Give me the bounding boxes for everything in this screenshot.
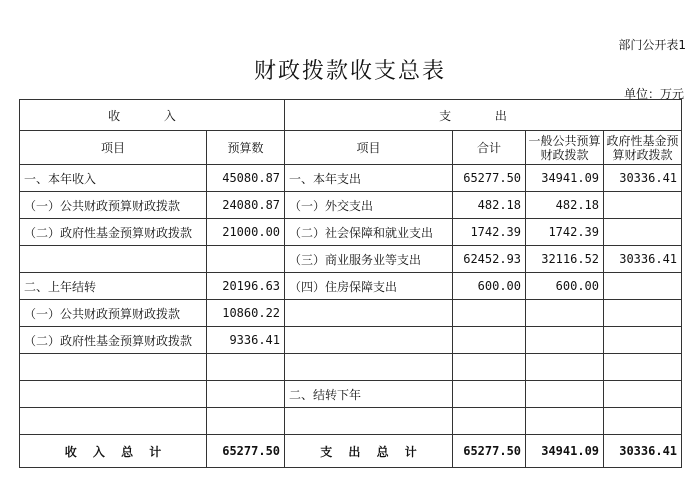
table-row <box>20 219 682 246</box>
expense-fund-cell <box>604 192 682 219</box>
income-amount-cell <box>207 381 285 408</box>
expense-total-cell: 1742.39 <box>453 219 526 246</box>
expense-fund-cell <box>604 381 682 408</box>
table-row <box>20 354 682 381</box>
income-item-cell: （一）公共财政预算财政拨款 <box>20 192 207 219</box>
expense-general-cell: 482.18 <box>526 192 604 219</box>
expense-item-cell: （二）社会保障和就业支出 <box>285 219 453 246</box>
header-budget: 预算数 <box>207 131 285 165</box>
section-income: 收 入 <box>20 100 285 131</box>
expense-item-cell <box>285 354 453 381</box>
header-expense-item: 项目 <box>285 131 453 165</box>
expense-total-label: 支 出 总 计 <box>285 435 453 468</box>
expense-item-cell: （四）住房保障支出 <box>285 273 453 300</box>
income-amount-cell: 10860.22 <box>207 300 285 327</box>
budget-table <box>19 99 682 468</box>
header-general-budget: 一般公共预算财政拨款 <box>526 131 604 165</box>
expense-fund-cell: 30336.41 <box>604 165 682 192</box>
header-total: 合计 <box>453 131 526 165</box>
income-total-label: 收 入 总 计 <box>20 435 207 468</box>
expense-total-cell <box>453 381 526 408</box>
expense-fund-cell <box>604 219 682 246</box>
expense-general-cell <box>526 300 604 327</box>
expense-total-cell <box>453 408 526 435</box>
expense-fund-cell <box>604 408 682 435</box>
income-item-cell: 一、本年收入 <box>20 165 207 192</box>
income-item-cell: （一）公共财政预算财政拨款 <box>20 300 207 327</box>
expense-fund-cell <box>604 273 682 300</box>
income-amount-cell <box>207 354 285 381</box>
table-row <box>20 273 682 300</box>
expense-general-cell <box>526 354 604 381</box>
income-total-amount: 65277.50 <box>207 435 285 468</box>
page-title: 财政拨款收支总表 <box>253 59 446 84</box>
expense-fund-cell <box>604 354 682 381</box>
section-expense: 支 出 <box>285 100 682 131</box>
income-item-cell <box>20 381 207 408</box>
expense-general-cell: 32116.52 <box>526 246 604 273</box>
table-row <box>20 408 682 435</box>
income-item-cell: （二）政府性基金预算财政拨款 <box>20 327 207 354</box>
expense-fund-cell: 30336.41 <box>604 246 682 273</box>
expense-general-cell: 34941.09 <box>526 165 604 192</box>
totals-row <box>20 435 682 468</box>
expense-total-cell: 600.00 <box>453 273 526 300</box>
table-row <box>20 192 682 219</box>
expense-fund-total: 30336.41 <box>604 435 682 468</box>
expense-item-cell: （三）商业服务业等支出 <box>285 246 453 273</box>
income-amount-cell <box>207 246 285 273</box>
expense-total-cell: 65277.50 <box>453 165 526 192</box>
expense-fund-cell <box>604 300 682 327</box>
expense-general-cell <box>526 408 604 435</box>
expense-grand-total: 65277.50 <box>453 435 526 468</box>
expense-general-cell <box>526 381 604 408</box>
column-header-row <box>20 131 682 165</box>
expense-total-cell: 482.18 <box>453 192 526 219</box>
income-item-cell <box>20 408 207 435</box>
expense-item-cell <box>285 327 453 354</box>
expense-total-cell: 62452.93 <box>453 246 526 273</box>
table-row <box>20 327 682 354</box>
expense-general-cell: 600.00 <box>526 273 604 300</box>
expense-item-cell: （一）外交支出 <box>285 192 453 219</box>
expense-item-cell: 二、结转下年 <box>285 381 453 408</box>
expense-item-cell: 一、本年支出 <box>285 165 453 192</box>
budget-table-body <box>20 100 682 468</box>
header-income-item: 项目 <box>20 131 207 165</box>
expense-general-cell: 1742.39 <box>526 219 604 246</box>
unit-label: 单位：万元 <box>623 87 684 101</box>
table-row <box>20 246 682 273</box>
expense-fund-cell <box>604 327 682 354</box>
income-amount-cell: 9336.41 <box>207 327 285 354</box>
section-header-row <box>20 100 682 131</box>
expense-total-cell <box>453 300 526 327</box>
table-row <box>20 381 682 408</box>
income-amount-cell: 45080.87 <box>207 165 285 192</box>
header-fund-budget: 政府性基金预算财政拨款 <box>604 131 682 165</box>
expense-total-cell <box>453 354 526 381</box>
table-row <box>20 300 682 327</box>
expense-item-cell <box>285 408 453 435</box>
expense-general-total: 34941.09 <box>526 435 604 468</box>
document-code: 部门公开表1 <box>618 38 686 52</box>
income-amount-cell: 21000.00 <box>207 219 285 246</box>
expense-item-cell <box>285 300 453 327</box>
expense-total-cell <box>453 327 526 354</box>
income-item-cell: 二、上年结转 <box>20 273 207 300</box>
table-row <box>20 165 682 192</box>
income-amount-cell: 24080.87 <box>207 192 285 219</box>
income-item-cell <box>20 354 207 381</box>
income-item-cell: （二）政府性基金预算财政拨款 <box>20 219 207 246</box>
income-amount-cell <box>207 408 285 435</box>
expense-general-cell <box>526 327 604 354</box>
income-item-cell <box>20 246 207 273</box>
income-amount-cell: 20196.63 <box>207 273 285 300</box>
